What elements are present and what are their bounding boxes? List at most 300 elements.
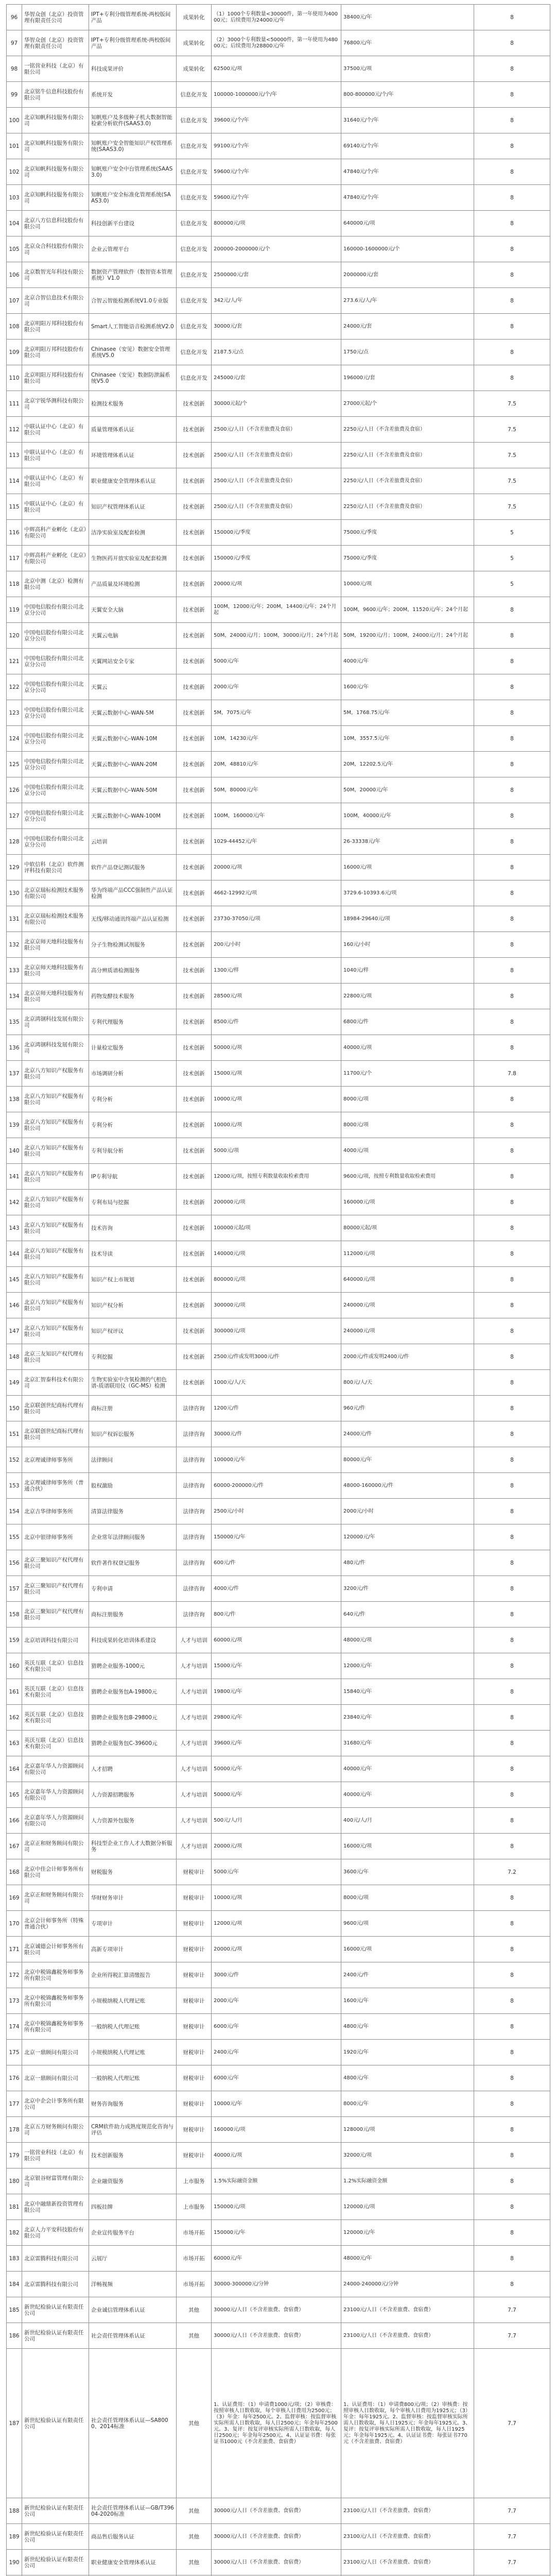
provider-cell: 北京知帆科技服务有限公司 <box>22 185 89 211</box>
discount-rate-cell: 8 <box>474 1241 550 1267</box>
service-type-cell: 财税审计 <box>177 1962 212 1988</box>
discount-price-cell: 4000元/年 <box>341 649 474 674</box>
service-name-cell: 知识产权分析 <box>89 1293 177 1318</box>
service-type-cell: 技术创新 <box>177 1344 212 1370</box>
row-number-cell: 107 <box>7 288 22 314</box>
row-number-cell: 157 <box>7 1576 22 1602</box>
service-name-cell: 职业健康安全管理体系认证 <box>89 468 177 494</box>
row-number-cell: 102 <box>7 159 22 185</box>
row-number-cell: 174 <box>7 2014 22 2040</box>
provider-cell: 北京京师天地科技服务有限公司 <box>22 984 89 1009</box>
original-price-cell: 2500元/人日（不含差旅费及食宿） <box>212 443 341 468</box>
row-number-cell: 100 <box>7 108 22 133</box>
table-row <box>7 520 550 546</box>
service-type-cell: 技术创新 <box>177 1112 212 1138</box>
discount-price-cell: 20M，12202.5元/年 <box>341 752 474 777</box>
original-price-cell: 12000元/项，按照专利数量收取检索费用 <box>212 1164 341 1190</box>
service-type-cell: 其他 <box>177 2297 212 2323</box>
row-number-cell: 135 <box>7 1009 22 1035</box>
original-price-cell: 50M，24000元/月；100M，30000元/月；24个月起 <box>212 623 341 649</box>
service-name-cell: 职业健康安全管理体系认证 <box>89 2550 177 2575</box>
table-row <box>7 1447 550 1473</box>
table-row <box>7 829 550 855</box>
provider-cell: 北京知帆科技服务有限公司 <box>22 133 89 159</box>
service-type-cell: 成果转化 <box>177 5 212 30</box>
service-type-cell: 法律咨询 <box>177 1602 212 1628</box>
discount-rate-cell: 8 <box>474 288 550 314</box>
table-row <box>7 546 550 571</box>
provider-cell: 英沃互联（北京）信息技术有限公司 <box>22 1653 89 1679</box>
original-price-cell: 300000元/项 <box>212 1293 341 1318</box>
service-name-cell: 企业云管理平台 <box>89 236 177 262</box>
service-name-cell: 专利导航分析 <box>89 1138 177 1164</box>
discount-price-cell: 32000元/项 <box>341 2143 474 2168</box>
service-name-cell: 财税服务 <box>89 1859 177 1885</box>
discount-rate-cell: 8 <box>474 1937 550 1962</box>
row-number-cell: 178 <box>7 2117 22 2143</box>
discount-price-cell: 273.6元/人/年 <box>341 288 474 314</box>
original-price-cell: 20000元/项 <box>212 1937 341 1962</box>
service-type-cell: 信息化开发 <box>177 211 212 236</box>
original-price-cell: 100000-1000000元/个/年 <box>212 82 341 108</box>
table-row <box>7 468 550 494</box>
row-number-cell: 158 <box>7 1602 22 1628</box>
service-type-cell: 技术创新 <box>177 777 212 803</box>
provider-cell: 英沃互联（北京）信息技术有限公司 <box>22 1705 89 1731</box>
provider-cell: 中软信科（北京）软件测评科技有限公司 <box>22 855 89 880</box>
service-type-cell: 信息化开发 <box>177 82 212 108</box>
service-name-cell: 小规模纳税人代理记账 <box>89 1988 177 2014</box>
row-number-cell: 155 <box>7 1524 22 1550</box>
discount-price-cell: 196000元/套 <box>341 365 474 391</box>
discount-rate-cell: 8 <box>474 1524 550 1550</box>
discount-rate-cell: 8 <box>474 1628 550 1653</box>
service-name-cell: 科技成果评价 <box>89 56 177 82</box>
discount-price-cell: 640元/件 <box>341 1602 474 1628</box>
discount-price-cell: 23100元/人日（不含差旅费、食宿费） <box>341 2297 474 2323</box>
original-price-cell: 5000元/年 <box>212 1859 341 1885</box>
provider-cell: 北京中税锦鑫税务师事务所有限公司 <box>22 2014 89 2040</box>
provider-cell: 北京八方知识产权服务有限公司 <box>22 1267 89 1293</box>
service-type-cell: 法律咨询 <box>177 1473 212 1499</box>
discount-price-cell: 8000元/项 <box>341 1885 474 1911</box>
discount-rate-cell: 8 <box>474 1421 550 1447</box>
discount-price-cell: 24000元/套 <box>341 314 474 340</box>
table-row <box>7 2524 550 2550</box>
original-price-cell: 2500元/小时 <box>212 1499 341 1524</box>
table-row <box>7 2014 550 2040</box>
provider-cell: 北京八方知识产权服务有限公司 <box>22 1112 89 1138</box>
table-row <box>7 82 550 108</box>
discount-price-cell: 2400元/件 <box>341 1962 474 1988</box>
row-number-cell: 118 <box>7 571 22 597</box>
provider-cell: 一铭营业科技（北京）有限公司 <box>22 56 89 82</box>
discount-price-cell: 4800元/年 <box>341 2065 474 2091</box>
discount-rate-cell: 8 <box>474 932 550 958</box>
original-price-cell: 30000元/人日（不含差旅费、食宿费） <box>212 2297 341 2323</box>
row-number-cell: 128 <box>7 829 22 855</box>
service-type-cell: 技术创新 <box>177 1215 212 1241</box>
discount-price-cell: 69140元/个/年 <box>341 133 474 159</box>
service-type-cell: 技术创新 <box>177 700 212 726</box>
provider-cell: 北京八方知识产权服务有限公司 <box>22 1215 89 1241</box>
provider-cell: 中国电信股份有限公司北京分公司 <box>22 623 89 649</box>
service-type-cell: 技术创新 <box>177 726 212 752</box>
row-number-cell: 126 <box>7 777 22 803</box>
discount-price-cell: 160元/小时 <box>341 932 474 958</box>
service-name-cell: 云培训 <box>89 829 177 855</box>
discount-price-cell: 47840元/个/年 <box>341 185 474 211</box>
service-type-cell: 技术创新 <box>177 1035 212 1061</box>
original-price-cell: 800000元/项 <box>212 1267 341 1293</box>
original-price-cell: 600元/件 <box>212 1550 341 1576</box>
row-number-cell: 151 <box>7 1421 22 1447</box>
discount-price-cell: 3729.6-10393.6元/项 <box>341 880 474 906</box>
row-number-cell: 103 <box>7 185 22 211</box>
original-price-cell: 1、认证费用：（1）申请费1000元/项；（2）审核费：按照审核人日数收取，每个审核人日费用为2500元；（3）年金：每年2500元。2、监督审核：按监督审核实际所需人日数收取，每人日2500元；年金每年2500元。3、复评：按复评审核实际所需人日数收取，每人日2500元；年金每年2500元。4、认证证书费：每张证书1000元（不含差旅费、食宿费） <box>212 2349 341 2498</box>
provider-cell: 北京中税锦鑫税务师事务所有限公司 <box>22 1962 89 1988</box>
service-type-cell: 财税审计 <box>177 1859 212 1885</box>
row-number-cell: 132 <box>7 932 22 958</box>
discount-price-cell: 5M，1768.75元/年 <box>341 700 474 726</box>
row-number-cell: 110 <box>7 365 22 391</box>
service-type-cell: 人才与培训 <box>177 1731 212 1756</box>
table-row <box>7 211 550 236</box>
service-name-cell: 天翼云数据中心-WAN-50M <box>89 777 177 803</box>
provider-cell: 北京众合科技股份有限公司 <box>22 236 89 262</box>
table-row <box>7 932 550 958</box>
row-number-cell: 142 <box>7 1190 22 1215</box>
provider-cell: 北京银谷财富管理有限公司 <box>22 2168 89 2194</box>
row-number-cell: 130 <box>7 880 22 906</box>
table-row <box>7 597 550 623</box>
discount-rate-cell: 8 <box>474 2143 550 2168</box>
provider-cell: 中联认证中心（北京）有限公司 <box>22 494 89 520</box>
table-row <box>7 1576 550 1602</box>
service-name-cell: 人力资源外包服务 <box>89 1808 177 1834</box>
service-type-cell: 技术创新 <box>177 494 212 520</box>
original-price-cell: 40000元/项 <box>212 2143 341 2168</box>
row-number-cell: 169 <box>7 1885 22 1911</box>
discount-rate-cell: 8 <box>474 2194 550 2220</box>
discount-rate-cell: 8 <box>474 1447 550 1473</box>
service-type-cell: 人才与培训 <box>177 1628 212 1653</box>
discount-rate-cell: 8 <box>474 2246 550 2272</box>
discount-rate-cell: 8 <box>474 855 550 880</box>
table-row <box>7 56 550 82</box>
row-number-cell: 115 <box>7 494 22 520</box>
provider-cell: 北京吉华律师事务所 <box>22 1499 89 1524</box>
original-price-cell: 20000元/项 <box>212 1834 341 1859</box>
provider-cell: 中辉高科产业孵化（北京）有限公司 <box>22 520 89 546</box>
service-name-cell: 技术创新服务 <box>89 2143 177 2168</box>
row-number-cell: 177 <box>7 2091 22 2117</box>
row-number-cell: 133 <box>7 958 22 984</box>
provider-cell: 北京中测（北京）检测有限公司 <box>22 571 89 597</box>
discount-rate-cell: 8 <box>474 1370 550 1396</box>
provider-cell: 北京一鼎顾问有限公司 <box>22 2065 89 2091</box>
original-price-cell: 2400元/年 <box>212 2040 341 2065</box>
discount-price-cell: 75000元/季度 <box>341 546 474 571</box>
service-name-cell: 科技型企业工作人才大数据分析服务 <box>89 1834 177 1859</box>
original-price-cell: 1029-44452元/年 <box>212 829 341 855</box>
row-number-cell: 105 <box>7 236 22 262</box>
service-name-cell: 四板挂牌 <box>89 2194 177 2220</box>
row-number-cell: 136 <box>7 1035 22 1061</box>
discount-price-cell: 11700元/个 <box>341 1061 474 1087</box>
discount-price-cell: 24000-240000元/分钟 <box>341 2272 474 2297</box>
service-name-cell: 分子生物检测试剂服务 <box>89 932 177 958</box>
discount-rate-cell: 7.5 <box>474 391 550 417</box>
original-price-cell: 50000元/年 <box>212 1782 341 1808</box>
row-number-cell: 143 <box>7 1215 22 1241</box>
service-name-cell: 知识产权上市规划 <box>89 1267 177 1293</box>
discount-price-cell: 1040元/样 <box>341 958 474 984</box>
original-price-cell: 30000元/人日（不含差旅费、食宿费） <box>212 2524 341 2550</box>
original-price-cell: 5M，7075元/年 <box>212 700 341 726</box>
service-name-cell: 股权激励 <box>89 1473 177 1499</box>
original-price-cell: 23730-37050元/项 <box>212 906 341 932</box>
discount-price-cell: 15840元/年 <box>341 1679 474 1705</box>
original-price-cell: 3000元/件 <box>212 1962 341 1988</box>
table-row <box>7 1859 550 1885</box>
discount-price-cell: 18984-29640元/项 <box>341 906 474 932</box>
service-name-cell: 专利分析 <box>89 1112 177 1138</box>
service-type-cell: 财税审计 <box>177 2040 212 2065</box>
original-price-cell: 10000元/项 <box>212 1885 341 1911</box>
provider-cell: 北京八方知识产权服务有限公司 <box>22 1061 89 1087</box>
row-number-cell: 113 <box>7 443 22 468</box>
discount-rate-cell: 8 <box>474 2168 550 2194</box>
service-type-cell: 技术创新 <box>177 1293 212 1318</box>
original-price-cell: 245000元/套 <box>212 365 341 391</box>
table-row <box>7 1112 550 1138</box>
provider-cell: 中国电信股份有限公司北京分公司 <box>22 674 89 700</box>
service-type-cell: 法律咨询 <box>177 1447 212 1473</box>
original-price-cell: 800元/件 <box>212 1602 341 1628</box>
row-number-cell: 167 <box>7 1834 22 1859</box>
service-type-cell: 其他 <box>177 2524 212 2550</box>
row-number-cell: 114 <box>7 468 22 494</box>
discount-price-cell: 1.2%实际融资金额 <box>341 2168 474 2194</box>
row-number-cell: 112 <box>7 417 22 443</box>
service-type-cell: 财税审计 <box>177 2143 212 2168</box>
service-type-cell: 技术创新 <box>177 1138 212 1164</box>
discount-rate-cell: 8 <box>474 30 550 56</box>
table-row <box>7 391 550 417</box>
discount-rate-cell: 8 <box>474 829 550 855</box>
row-number-cell: 159 <box>7 1628 22 1653</box>
original-price-cell: 5000元/年 <box>212 649 341 674</box>
discount-rate-cell: 8 <box>474 185 550 211</box>
service-type-cell: 其他 <box>177 2498 212 2524</box>
service-name-cell: 环境管理体系认证 <box>89 443 177 468</box>
service-name-cell: 专利布局与挖掘 <box>89 1190 177 1215</box>
discount-price-cell: 3200元/件 <box>341 1576 474 1602</box>
provider-cell: 北京人力平安科技股份有限公司 <box>22 2220 89 2246</box>
row-number-cell: 99 <box>7 82 22 108</box>
row-number-cell: 122 <box>7 674 22 700</box>
service-type-cell: 技术创新 <box>177 932 212 958</box>
original-price-cell: 59600元/个/年 <box>212 185 341 211</box>
table-row <box>7 2498 550 2524</box>
table-row <box>7 1318 550 1344</box>
original-price-cell: 2500元/人日（不含差旅费及食宿） <box>212 417 341 443</box>
discount-rate-cell: 8 <box>474 1318 550 1344</box>
discount-rate-cell: 5 <box>474 520 550 546</box>
row-number-cell: 109 <box>7 340 22 365</box>
service-type-cell: 财税审计 <box>177 2014 212 2040</box>
original-price-cell: 2500元/人日（不含差旅费及食宿） <box>212 468 341 494</box>
service-type-cell: 人才与培训 <box>177 1808 212 1834</box>
original-price-cell: 100M，12000元/年；200M，14400元/年；24个月起 <box>212 597 341 623</box>
service-name-cell: 华为终端产品CCC强制性产品认证检测 <box>89 880 177 906</box>
discount-rate-cell: 8 <box>474 56 550 82</box>
row-number-cell: 175 <box>7 2040 22 2065</box>
table-row <box>7 443 550 468</box>
table-row <box>7 133 550 159</box>
table-body <box>7 5 550 2576</box>
provider-cell: 北京会计师事务所（特殊普通合伙） <box>22 1911 89 1937</box>
table-row <box>7 1550 550 1576</box>
table-row <box>7 726 550 752</box>
discount-price-cell: 2250元/人日（不含差旅费及食宿） <box>341 468 474 494</box>
table-row <box>7 236 550 262</box>
service-type-cell: 技术创新 <box>177 520 212 546</box>
provider-cell: 北京正和财务顾问有限公司 <box>22 1885 89 1911</box>
service-name-cell: 科技创新平台建设 <box>89 211 177 236</box>
row-number-cell: 170 <box>7 1911 22 1937</box>
service-name-cell: Chinasee（安见）数据防泄漏系统V5.0 <box>89 365 177 391</box>
original-price-cell: 60000-200000元/件 <box>212 1473 341 1499</box>
service-type-cell: 其他 <box>177 2323 212 2349</box>
discount-rate-cell: 8 <box>474 1834 550 1859</box>
original-price-cell: 2500元/件或发明3000元/件 <box>212 1344 341 1370</box>
service-name-cell: 软件著作权登记服务 <box>89 1550 177 1576</box>
service-name-cell: 人才招聘 <box>89 1756 177 1782</box>
provider-cell: 北京合智信息技术有限公司 <box>22 288 89 314</box>
original-price-cell: 30000元起/个 <box>212 391 341 417</box>
discount-rate-cell: 8 <box>474 880 550 906</box>
provider-cell: 中国电信股份有限公司北京分公司 <box>22 597 89 623</box>
service-type-cell: 技术创新 <box>177 1009 212 1035</box>
row-number-cell: 187 <box>7 2349 22 2498</box>
discount-rate-cell: 8 <box>474 133 550 159</box>
discount-rate-cell: 8 <box>474 1782 550 1808</box>
discount-rate-cell: 8 <box>474 1705 550 1731</box>
discount-price-cell: 9600元/项 <box>341 1911 474 1937</box>
discount-rate-cell: 8 <box>474 262 550 288</box>
row-number-cell: 150 <box>7 1396 22 1421</box>
original-price-cell: 2500000元/套 <box>212 262 341 288</box>
service-type-cell: 财税审计 <box>177 2117 212 2143</box>
provider-cell: 中国电信股份有限公司北京分公司 <box>22 752 89 777</box>
table-row <box>7 2040 550 2065</box>
service-type-cell: 信息化开发 <box>177 185 212 211</box>
row-number-cell: 188 <box>7 2498 22 2524</box>
provider-cell: 北京诚德会计师事务所有限公司 <box>22 1937 89 1962</box>
row-number-cell: 165 <box>7 1782 22 1808</box>
row-number-cell: 156 <box>7 1550 22 1576</box>
discount-rate-cell: 8 <box>474 1293 550 1318</box>
discount-price-cell: 50M，20000元/年 <box>341 777 474 803</box>
discount-price-cell: 100M，9600元/年；200M，11520元/年；24个月起 <box>341 597 474 623</box>
service-type-cell: 市场开拓 <box>177 2220 212 2246</box>
service-type-cell: 财税审计 <box>177 2091 212 2117</box>
discount-rate-cell: 8 <box>474 2040 550 2065</box>
discount-rate-cell: 7.5 <box>474 468 550 494</box>
provider-cell: 北京三友知识产权代理有限公司 <box>22 1344 89 1370</box>
table-row <box>7 674 550 700</box>
provider-cell: 北京联创世纪商标代理有限公司 <box>22 1396 89 1421</box>
table-row <box>7 1241 550 1267</box>
provider-cell: 中国电信股份有限公司北京分公司 <box>22 829 89 855</box>
service-type-cell: 财税审计 <box>177 1988 212 2014</box>
service-name-cell: 知帆账户安全标准化管理系统(SAAS3.0) <box>89 185 177 211</box>
discount-price-cell: 2250元/人日（不含差旅费及食宿） <box>341 443 474 468</box>
original-price-cell: 39600元/年 <box>212 1731 341 1756</box>
discount-price-cell: 640000元/项 <box>341 211 474 236</box>
discount-rate-cell: 8 <box>474 2014 550 2040</box>
provider-cell: 华智众创（北京）投资管理有限责任公司 <box>22 5 89 30</box>
service-type-cell: 技术创新 <box>177 984 212 1009</box>
discount-rate-cell: 8 <box>474 1576 550 1602</box>
discount-rate-cell: 8 <box>474 1808 550 1834</box>
row-number-cell: 108 <box>7 314 22 340</box>
discount-rate-cell: 8 <box>474 1267 550 1293</box>
row-number-cell: 134 <box>7 984 22 1009</box>
provider-cell: 北京八方知识产权服务有限公司 <box>22 1138 89 1164</box>
discount-price-cell: 80000元起/项 <box>341 1215 474 1241</box>
provider-cell: 北京三聚知识产权代理有限公司 <box>22 1602 89 1628</box>
discount-price-cell: 480元/件 <box>341 1550 474 1576</box>
discount-rate-cell: 8 <box>474 1473 550 1499</box>
service-name-cell: 系统开发 <box>89 82 177 108</box>
row-number-cell: 168 <box>7 1859 22 1885</box>
service-name-cell: 无线/移动通讯终端产品认证检测 <box>89 906 177 932</box>
provider-cell: 北京八方信息科技股份有限公司 <box>22 211 89 236</box>
service-name-cell: 企业所得税汇算清缴报告 <box>89 1962 177 1988</box>
discount-price-cell: 8000元/项 <box>341 1112 474 1138</box>
original-price-cell: 2000元/年 <box>212 1988 341 2014</box>
discount-price-cell: 26-33338元/年 <box>341 829 474 855</box>
table-row <box>7 1473 550 1499</box>
table-row <box>7 1834 550 1859</box>
discount-price-cell: 31640元/个/年 <box>341 108 474 133</box>
original-price-cell: 50000元/项 <box>212 1035 341 1061</box>
table-row <box>7 1396 550 1421</box>
provider-cell: 北京八方知识产权服务有限公司 <box>22 1190 89 1215</box>
original-price-cell: 160000元/项 <box>212 2117 341 2143</box>
table-row <box>7 1731 550 1756</box>
service-type-cell: 技术创新 <box>177 1370 212 1396</box>
table-row <box>7 314 550 340</box>
discount-rate-cell: 8 <box>474 1885 550 1911</box>
service-type-cell: 信息化开发 <box>177 314 212 340</box>
provider-cell: 北京八方知识产权服务有限公司 <box>22 1318 89 1344</box>
service-name-cell: 技术导读 <box>89 1241 177 1267</box>
row-number-cell: 183 <box>7 2246 22 2272</box>
discount-rate-cell: 8 <box>474 1164 550 1190</box>
discount-rate-cell: 8 <box>474 2091 550 2117</box>
original-price-cell: 1300元/样 <box>212 958 341 984</box>
service-type-cell: 成果转化 <box>177 30 212 56</box>
original-price-cell: 29800元/年 <box>212 1705 341 1731</box>
original-price-cell: 200000-2000000元/个 <box>212 236 341 262</box>
service-name-cell: 天翼云数据中心-WAN-5M <box>89 700 177 726</box>
provider-cell: 中国电信股份有限公司北京分公司 <box>22 803 89 829</box>
table-row <box>7 494 550 520</box>
